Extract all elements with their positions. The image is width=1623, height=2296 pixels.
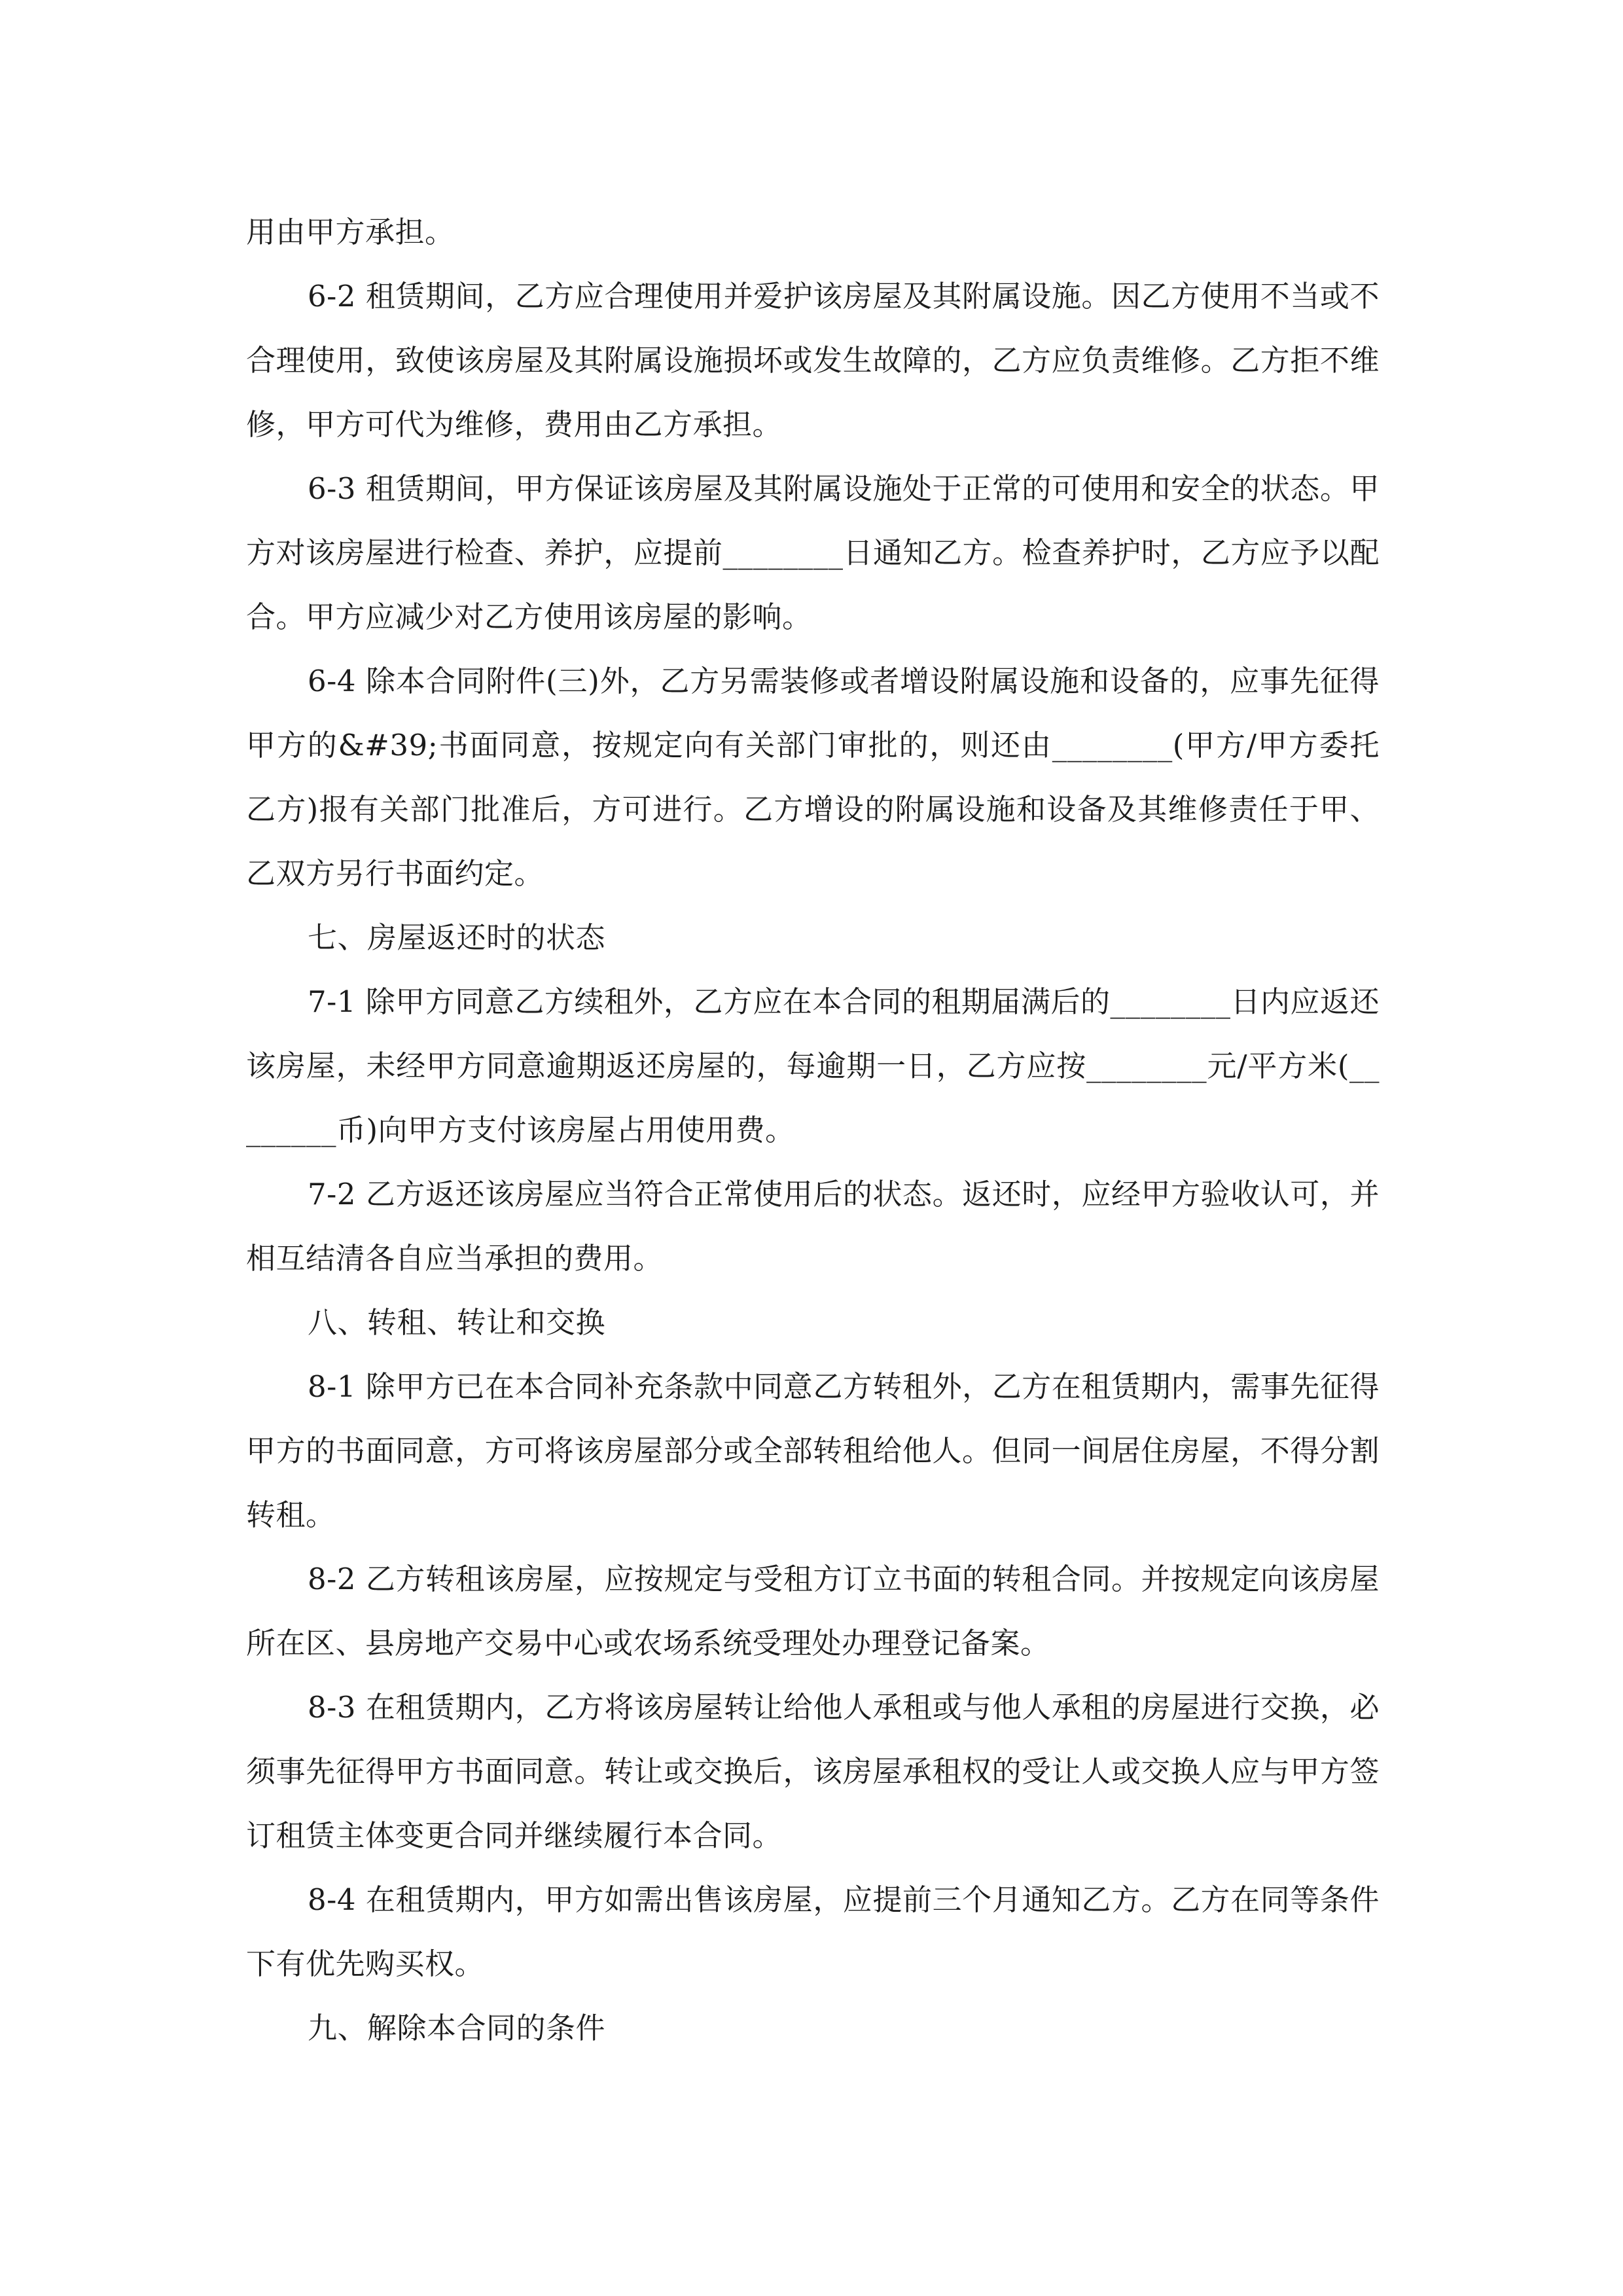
clause-8-1: 8-1 除甲方已在本合同补充条款中同意乙方转租外，乙方在租赁期内，需事先征得甲方的书面同意，方可将该房屋部分或全部转租给他人。但同一间居住房屋，不得分割转租。 [246,1369,1380,1532]
clause-8-2: 8-2 乙方转租该房屋，应按规定与受租方订立书面的转租合同。并按规定向该房屋所在区、县房地产交易中心或农场系统受理处办理登记备案。 [246,1562,1380,1660]
paragraph-continuation: 用由甲方承担。 [246,215,455,249]
clause-8-4: 8-4 在租赁期内，甲方如需出售该房屋，应提前三个月通知乙方。乙方在同等条件下有优先购买权。 [246,1882,1380,1981]
document-body [246,200,1380,2060]
clause-7-2: 7-2 乙方返还该房屋应当符合正常使用后的状态。返还时，应经甲方验收认可，并相互结清各自应当承担的费用。 [246,1177,1380,1276]
section-heading-7: 七、房屋返还时的状态 [308,920,606,955]
clause-6-4: 6-4 除本合同附件(三)外，乙方另需装修或者增设附属设施和设备的，应事先征得甲方的&#39;书面同意，按规定向有关部门审批的，则还由________(甲方/甲方委托乙方)报有关部门批准后，方可进行。乙方增设的附属设施和设备及其维修责任于甲、乙双方另行书面约定。 [246,664,1380,891]
section-heading-9: 九、解除本合同的条件 [308,2011,606,2045]
section-heading-8: 八、转租、转让和交换 [308,1305,606,1340]
clause-6-3: 6-3 租赁期间，甲方保证该房屋及其附属设施处于正常的可使用和安全的状态。甲方对该房屋进行检查、养护，应提前________日通知乙方。检查养护时，乙方应予以配合。甲方应减少对乙方使用该房屋的影响。 [246,471,1380,634]
clause-6-2: 6-2 租赁期间，乙方应合理使用并爱护该房屋及其附属设施。因乙方使用不当或不合理使用，致使该房屋及其附属设施损坏或发生故障的，乙方应负责维修。乙方拒不维修，甲方可代为维修，费用由乙方承担。 [246,279,1380,442]
clause-8-3: 8-3 在租赁期内，乙方将该房屋转让给他人承租或与他人承租的房屋进行交换，必须事先征得甲方书面同意。转让或交换后，该房屋承租权的受让人或交换人应与甲方签订租赁主体变更合同并继续履行本合同。 [246,1690,1380,1853]
clause-7-1: 7-1 除甲方同意乙方续租外，乙方应在本合同的租期届满后的________日内应返还该房屋，未经甲方同意逾期返还房屋的，每逾期一日，乙方应按________元/平方米(________币)向甲方支付该房屋占用使用费。 [246,984,1380,1147]
